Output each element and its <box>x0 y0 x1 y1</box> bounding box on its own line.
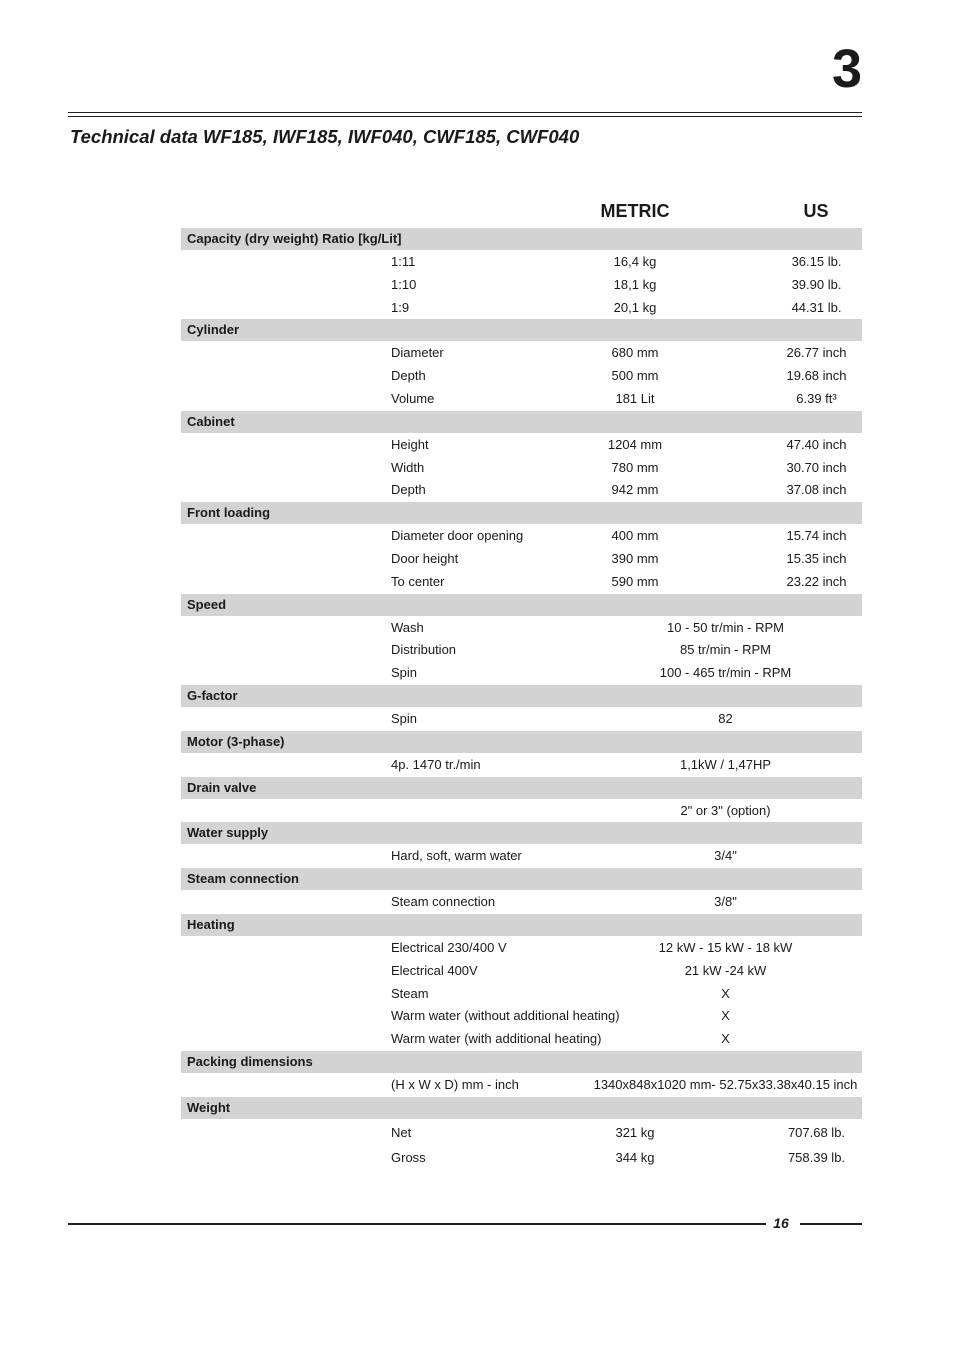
us-value: 19.68 inch <box>786 368 847 384</box>
row-label: Diameter door opening <box>391 528 524 544</box>
row-label: Steam <box>391 985 429 1001</box>
row-value: 21 kW -24 kW <box>684 962 767 978</box>
page-title: Technical data WF185, IWF185, IWF040, CWF185, CWF040 <box>70 126 580 147</box>
section-header: Motor (3-phase) <box>181 731 862 753</box>
row-label: (H x W x D) mm - inch <box>391 1076 519 1092</box>
table-row <box>181 983 862 1006</box>
row-label: Spin <box>391 665 418 681</box>
metric-value: 942 mm <box>611 482 659 498</box>
us-value: 23.22 inch <box>786 573 847 589</box>
table-row <box>181 434 862 457</box>
table-row <box>181 891 862 914</box>
metric-value: 590 mm <box>611 573 659 589</box>
metric-value: 390 mm <box>611 550 659 566</box>
table-row <box>181 297 862 320</box>
us-value: 47.40 inch <box>786 436 847 452</box>
section-header: G-factor <box>181 685 862 707</box>
row-label: Gross <box>391 1149 426 1165</box>
footer-rule-right <box>800 1223 862 1225</box>
table-row <box>181 662 862 685</box>
section-header: Water supply <box>181 822 862 844</box>
row-value: 100 - 465 tr/min - RPM <box>659 665 792 681</box>
row-value: 3/4" <box>714 848 737 864</box>
row-label: Electrical 400V <box>391 962 478 978</box>
us-value: 6.39 ft³ <box>796 390 837 406</box>
row-label: Warm water (without additional heating) <box>391 1008 620 1024</box>
row-label: Warm water (with additional heating) <box>391 1031 602 1047</box>
row-value: 2" or 3" (option) <box>680 802 771 818</box>
table-row <box>181 1145 862 1170</box>
metric-value: 20,1 kg <box>613 299 657 315</box>
table-row <box>181 548 862 571</box>
section-header: Cabinet <box>181 411 862 433</box>
row-label: To center <box>391 573 445 589</box>
row-value: 1,1kW / 1,47HP <box>679 756 772 772</box>
row-label: Steam connection <box>391 894 496 910</box>
metric-value: 1204 mm <box>607 436 663 452</box>
table-row <box>181 388 862 411</box>
us-value: 37.08 inch <box>786 482 847 498</box>
metric-value: 18,1 kg <box>613 276 657 292</box>
table-row <box>181 800 862 823</box>
footer-rule-left <box>68 1223 766 1225</box>
row-label: Wash <box>391 619 424 635</box>
us-value: 36.15 lb. <box>791 254 842 269</box>
section-header: Capacity (dry weight) Ratio [kg/Lit] <box>181 228 862 250</box>
table-row <box>181 479 862 502</box>
row-label: Depth <box>391 368 426 384</box>
table-row <box>181 937 862 960</box>
table-row <box>181 274 862 297</box>
section-header: Packing dimensions <box>181 1051 862 1073</box>
table-row <box>181 1005 862 1028</box>
metric-value: 16,4 kg <box>613 254 657 269</box>
row-value: 10 - 50 tr/min - RPM <box>666 619 785 635</box>
header-rule-top <box>68 112 862 113</box>
table-row <box>181 1028 862 1051</box>
row-label: Width <box>391 459 425 475</box>
row-value: 85 tr/min - RPM <box>679 642 771 658</box>
page-number: 16 <box>773 1215 789 1231</box>
table-row <box>181 342 862 365</box>
metric-value: 780 mm <box>611 459 659 475</box>
row-label: 1:10 <box>391 276 417 292</box>
metric-value: 500 mm <box>611 368 659 384</box>
table-row <box>181 639 862 662</box>
column-header-metric: METRIC <box>600 201 670 221</box>
row-label: Diameter <box>391 345 444 361</box>
section-header: Cylinder <box>181 319 862 341</box>
row-value: X <box>721 1008 730 1024</box>
section-header: Speed <box>181 594 862 616</box>
row-label: Distribution <box>391 642 457 658</box>
section-header: Steam connection <box>181 868 862 890</box>
table-row <box>181 365 862 388</box>
spec-table <box>181 228 862 1170</box>
section-header: Weight <box>181 1097 862 1119</box>
section-header: Drain valve <box>181 777 862 799</box>
metric-value: 680 mm <box>611 345 659 361</box>
row-value: 12 kW - 15 kW - 18 kW <box>658 939 793 955</box>
row-label: Door height <box>391 550 459 566</box>
table-row <box>181 754 862 777</box>
table-row <box>181 457 862 480</box>
us-value: 15.35 inch <box>786 550 847 566</box>
table-row <box>181 1074 862 1097</box>
row-label: Spin <box>391 710 418 726</box>
column-header-us: US <box>803 201 829 221</box>
metric-value: 400 mm <box>611 528 659 544</box>
us-value: 44.31 lb. <box>791 299 842 315</box>
table-row <box>181 708 862 731</box>
row-label: 1:9 <box>391 299 410 315</box>
row-label: Electrical 230/400 V <box>391 939 507 955</box>
row-value: X <box>721 1031 730 1047</box>
row-label: Net <box>391 1124 412 1140</box>
table-row <box>181 960 862 983</box>
metric-value: 321 kg <box>615 1124 655 1140</box>
section-header: Front loading <box>181 502 862 524</box>
table-row <box>181 1120 862 1145</box>
table-row <box>181 251 862 274</box>
table-row <box>181 845 862 868</box>
table-row <box>181 525 862 548</box>
metric-value: 344 kg <box>615 1149 655 1165</box>
header-rule-bottom <box>68 116 862 117</box>
us-value: 758.39 lb. <box>787 1149 846 1165</box>
table-row <box>181 617 862 640</box>
row-label: Hard, soft, warm water <box>391 848 522 864</box>
us-value: 39.90 lb. <box>791 276 842 292</box>
row-label: Volume <box>391 390 435 406</box>
chapter-number: 3 <box>831 39 862 99</box>
row-value: 1340x848x1020 mm- 52.75x33.38x40.15 inch <box>593 1076 858 1092</box>
row-value: 3/8" <box>714 894 737 910</box>
us-value: 30.70 inch <box>786 459 847 475</box>
table-row <box>181 571 862 594</box>
row-label: Height <box>391 436 429 452</box>
row-label: 1:11 <box>391 254 416 269</box>
row-value: 82 <box>718 710 733 726</box>
us-value: 26.77 inch <box>786 345 847 361</box>
row-value: X <box>721 985 730 1001</box>
row-label: Depth <box>391 482 426 498</box>
us-value: 707.68 lb. <box>787 1124 846 1140</box>
us-value: 15.74 inch <box>786 528 847 544</box>
section-header: Heating <box>181 914 862 936</box>
row-label: 4p. 1470 tr./min <box>391 756 481 772</box>
metric-value: 181 Lit <box>615 390 655 406</box>
